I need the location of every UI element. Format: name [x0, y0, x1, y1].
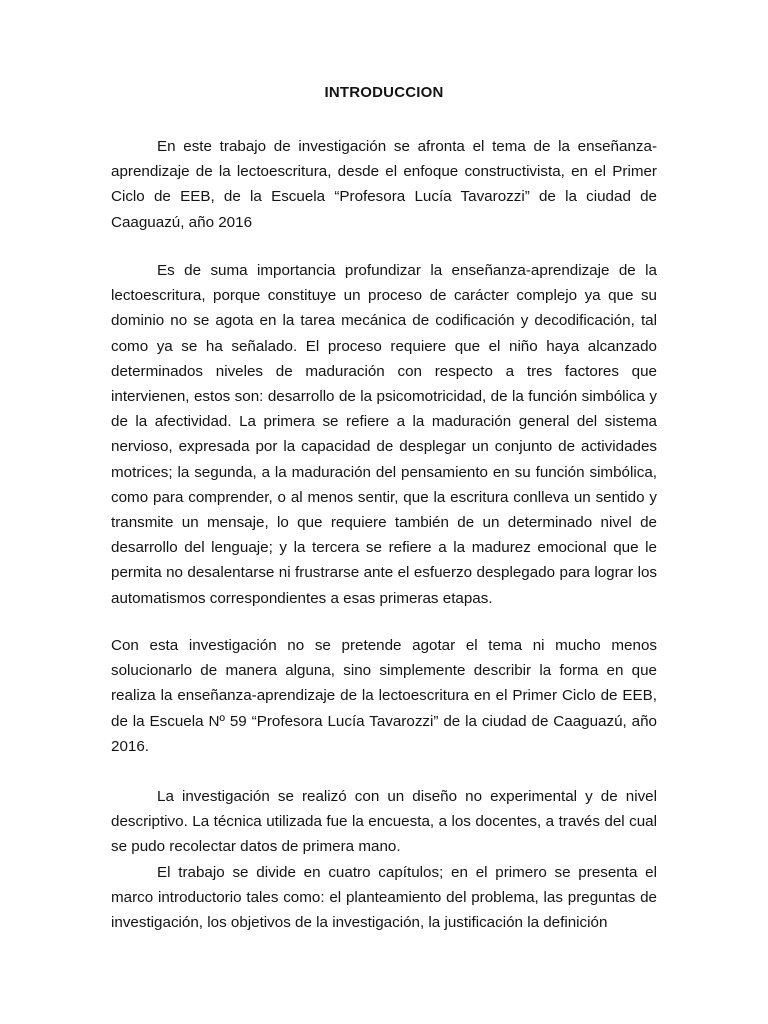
paragraph-importance: Es de suma importancia profundizar la enseñanza-aprendizaje de la lectoescritura, porque constituye un proceso de carácter complejo ya que su dominio no se agota en la tarea mecánica de codificación y decodificación, tal como ya se ha señalado. El proceso requiere que el niño haya alcanzado determinados niveles de maduración con respecto a tres factores que intervienen, estos son: desarrollo de la psicomotricidad, de la función simbólica y de la afectividad. La primera se refiere a la maduración general del sistema nervioso, expresada por la capacidad de desplegar un conjunto de actividades motrices; la segunda, a la maduración del pensamiento en su función simbólica, como para comprender, o al menos sentir, que la escritura conlleva un sentido y transmite un mensaje, lo que requiere también de un determinado nivel de desarrollo del lenguaje; y la tercera se refiere a la madurez emocional que le permita no desalentarse ni frustrarse ante el esfuerzo desplegado para lograr los automatismos correspondientes a esas primeras etapas. — [111, 262, 657, 607]
paragraph-methodology: La investigación se realizó con un diseño no experimental y de nivel descriptivo. La técnica utilizada fue la encuesta, a los docentes, a través del cual se pudo recolectar datos de primera mano. — [111, 788, 657, 856]
paragraph-structure: El trabajo se divide en cuatro capítulos; en el primero se presenta el marco introductorio tales como: el planteamiento del problema, las preguntas de investigación, los objetivos de la investigación, la justificación la definición — [111, 864, 657, 932]
paragraph-purpose: Con esta investigación no se pretende agotar el tema ni mucho menos solucionarlo de manera alguna, sino simplemente describir la forma en que realiza la enseñanza-aprendizaje de la lectoescritura en el Primer Ciclo de EEB, de la Escuela Nº 59 “Profesora Lucía Tavarozzi” de la ciudad de Caaguazú, año 2016. — [111, 637, 657, 755]
paragraph-intro: En este trabajo de investigación se afronta el tema de la enseñanza-aprendizaje de la lectoescritura, desde el enfoque constructivista, en el Primer Ciclo de EEB, de la Escuela “Profesora Lucía Tavarozzi” de la ciudad de Caaguazú, año 2016 — [111, 138, 657, 231]
page-title: INTRODUCCION — [324, 84, 444, 101]
